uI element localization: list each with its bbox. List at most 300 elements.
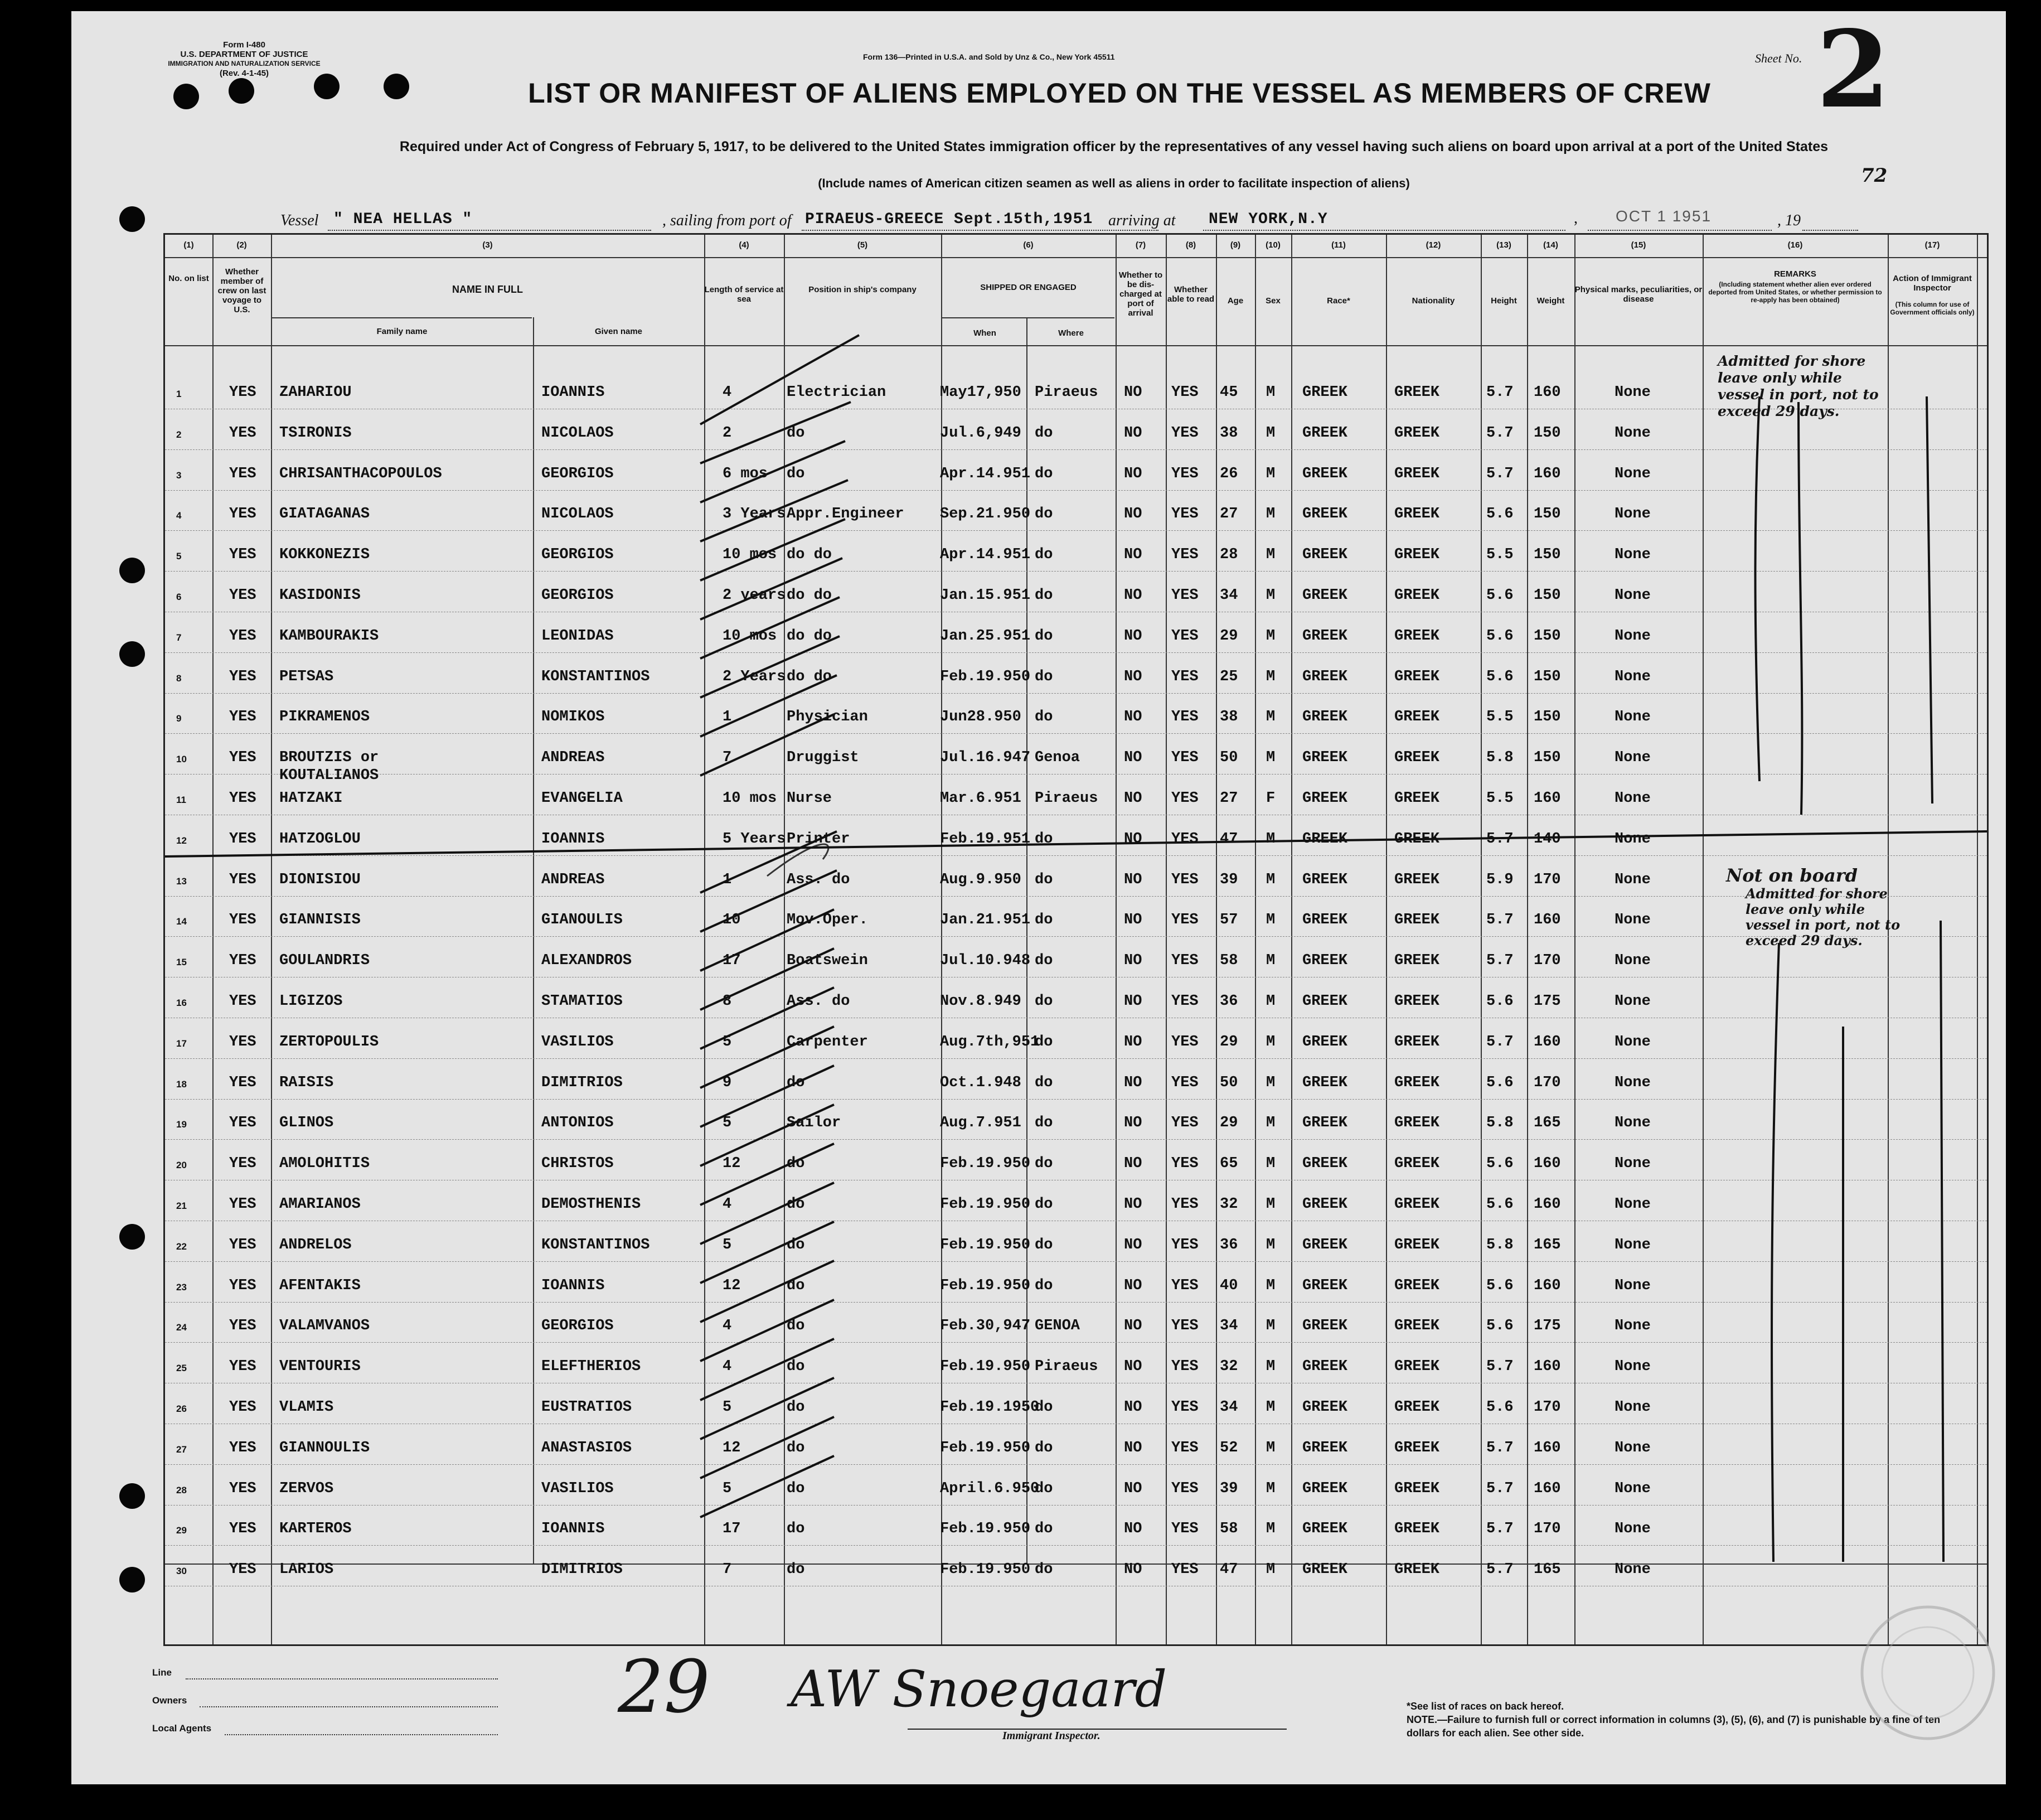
able-to-read-cell: YES <box>1171 952 1199 970</box>
last-voyage-cell: YES <box>229 1277 256 1294</box>
height-cell: 5.6 <box>1486 587 1514 604</box>
position-cell: do <box>787 465 805 482</box>
height-cell: 5.8 <box>1486 1115 1514 1132</box>
position-cell: Sailor <box>787 1115 841 1132</box>
age-cell: 36 <box>1220 993 1238 1010</box>
position-cell: Printer <box>787 830 850 848</box>
race-cell: GREEK <box>1302 1439 1348 1456</box>
age-cell: 34 <box>1220 587 1238 604</box>
last-voyage-cell: YES <box>229 790 256 807</box>
col-subheading: When <box>973 328 996 338</box>
physical-marks-cell: None <box>1615 830 1651 848</box>
last-voyage-cell: YES <box>229 1115 256 1132</box>
service-length-cell: 10 <box>723 912 741 929</box>
discharged-cell: NO <box>1124 1033 1142 1051</box>
row-number: 4 <box>176 510 182 521</box>
sex-cell: M <box>1266 952 1276 970</box>
position-cell: Carpenter <box>787 1033 868 1051</box>
discharged-cell: NO <box>1124 993 1142 1010</box>
penalty-note: NOTE.—Failure to furnish full or correct information in columns (3), (5), (6), and (7) is punishable by a fine of ten dollars for each alien. See other side. <box>1407 1714 1941 1739</box>
last-voyage-cell: YES <box>229 506 256 523</box>
row-number: 20 <box>176 1160 187 1171</box>
able-to-read-cell: YES <box>1171 1358 1199 1376</box>
service-length-cell: 10 mos <box>723 627 777 645</box>
family-name-cell: LIGIZOS <box>279 993 343 1010</box>
position-cell: Boatswein <box>787 952 868 970</box>
col-num: (7) <box>1135 240 1146 250</box>
col-num: (6) <box>1023 240 1034 250</box>
line-label: Line <box>152 1667 172 1678</box>
last-voyage-cell: YES <box>229 912 256 929</box>
col-num: (8) <box>1185 240 1196 250</box>
able-to-read-cell: YES <box>1171 912 1199 929</box>
discharged-cell: NO <box>1124 1074 1142 1091</box>
engaged-where-cell: do <box>1035 1033 1053 1051</box>
age-cell: 38 <box>1220 424 1238 442</box>
nationality-cell: GREEK <box>1394 668 1440 685</box>
race-cell: GREEK <box>1302 993 1348 1010</box>
age-cell: 45 <box>1220 384 1238 401</box>
family-name-cell: HATZAKI <box>279 790 343 807</box>
row-number: 9 <box>176 713 182 724</box>
discharged-cell: NO <box>1124 709 1142 726</box>
service-length-cell: 5 <box>723 1480 732 1497</box>
position-cell: do <box>787 1236 805 1253</box>
weight-cell: 170 <box>1534 1399 1561 1416</box>
position-cell: Nurse <box>787 790 832 807</box>
last-voyage-cell: YES <box>229 668 256 685</box>
engaged-when-cell: Apr.14.951 <box>940 465 1031 482</box>
weight-cell: 160 <box>1534 465 1561 482</box>
sex-cell: M <box>1266 1521 1276 1538</box>
last-voyage-cell: YES <box>229 384 256 401</box>
sex-cell: M <box>1266 1277 1276 1294</box>
sex-cell: M <box>1266 627 1276 645</box>
nationality-cell: GREEK <box>1394 1033 1440 1051</box>
age-cell: 27 <box>1220 790 1238 807</box>
engaged-where-cell: Piraeus <box>1035 1358 1098 1376</box>
engaged-when-cell: Feb.19.950 <box>940 1561 1031 1579</box>
col-num: (10) <box>1266 240 1281 250</box>
age-cell: 57 <box>1220 912 1238 929</box>
family-name-cell: AFENTAKIS <box>279 1277 361 1294</box>
family-name-cell: HATZOGLOU <box>279 830 361 848</box>
col-num: (2) <box>236 240 247 250</box>
family-name-cell: GIANNOULIS <box>279 1439 370 1456</box>
physical-marks-cell: None <box>1615 1399 1651 1416</box>
inspector-signature: AW Snoegaard <box>791 1660 1167 1719</box>
able-to-read-cell: YES <box>1171 1561 1199 1579</box>
row-number: 12 <box>176 835 187 846</box>
family-name-cell: ZERTOPOULIS <box>279 1033 379 1051</box>
discharged-cell: NO <box>1124 384 1142 401</box>
col-num: (5) <box>857 240 868 250</box>
age-cell: 32 <box>1220 1358 1238 1376</box>
discharged-cell: NO <box>1124 1318 1142 1335</box>
nationality-cell: GREEK <box>1394 709 1440 726</box>
nationality-cell: GREEK <box>1394 1318 1440 1335</box>
row-number: 27 <box>176 1444 187 1455</box>
able-to-read-cell: YES <box>1171 668 1199 685</box>
row-number: 17 <box>176 1038 187 1049</box>
row-number: 8 <box>176 672 182 684</box>
position-cell: do <box>787 1074 805 1091</box>
age-cell: 25 <box>1220 668 1238 685</box>
family-name-cell: ZERVOS <box>279 1480 334 1497</box>
sheet-number: 2 <box>1816 7 1890 132</box>
race-cell: GREEK <box>1302 830 1348 848</box>
row-number: 24 <box>176 1322 187 1333</box>
nationality-cell: GREEK <box>1394 912 1440 929</box>
able-to-read-cell: YES <box>1171 627 1199 645</box>
punch-hole <box>173 84 199 109</box>
engaged-where-cell: do <box>1035 465 1053 482</box>
service-length-cell: 4 <box>723 1358 732 1376</box>
col-heading: Height <box>1491 296 1517 306</box>
sailing-port: PIRAEUS-GREECE Sept.15th,1951 <box>805 211 1093 228</box>
race-note: *See list of races on back hereof. <box>1407 1701 1564 1712</box>
height-cell: 5.7 <box>1486 1480 1514 1497</box>
position-cell: do <box>787 1277 805 1294</box>
service-length-cell: 7 <box>723 749 732 767</box>
height-cell: 5.7 <box>1486 1358 1514 1376</box>
row-number: 2 <box>176 429 182 440</box>
family-name-cell: VENTOURIS <box>279 1358 361 1376</box>
sex-cell: F <box>1266 790 1276 807</box>
col-num: (1) <box>183 240 194 250</box>
nationality-cell: GREEK <box>1394 1439 1440 1456</box>
physical-marks-cell: None <box>1615 1358 1651 1376</box>
height-cell: 5.9 <box>1486 871 1514 888</box>
nationality-cell: GREEK <box>1394 1521 1440 1538</box>
able-to-read-cell: YES <box>1171 871 1199 888</box>
physical-marks-cell: None <box>1615 749 1651 767</box>
weight-cell: 150 <box>1534 424 1561 442</box>
last-voyage-cell: YES <box>229 1480 256 1497</box>
given-name-cell: ANDREAS <box>541 871 605 888</box>
weight-cell: 165 <box>1534 1236 1561 1253</box>
engaged-when-cell: Oct.1.948 <box>940 1074 1021 1091</box>
position-cell: do <box>787 1480 805 1497</box>
last-voyage-cell: YES <box>229 424 256 442</box>
vessel-label: Vessel <box>280 212 319 229</box>
nationality-cell: GREEK <box>1394 1074 1440 1091</box>
discharged-cell: NO <box>1124 587 1142 604</box>
nationality-cell: GREEK <box>1394 871 1440 888</box>
last-voyage-cell: YES <box>229 871 256 888</box>
sex-cell: M <box>1266 384 1276 401</box>
row-number: 16 <box>176 998 187 1008</box>
col-heading: Whether to be dis-charged at port of arrival <box>1118 270 1163 318</box>
discharged-cell: NO <box>1124 871 1142 888</box>
engaged-where-cell: Piraeus <box>1035 790 1098 807</box>
col-heading: Race* <box>1327 296 1350 306</box>
given-name-cell: ALEXANDROS <box>541 952 632 970</box>
engaged-when-cell: Jan.15.951 <box>940 587 1031 604</box>
race-cell: GREEK <box>1302 912 1348 929</box>
service-length-cell: 9 <box>723 1074 732 1091</box>
weight-cell: 170 <box>1534 952 1561 970</box>
col-heading: Age <box>1227 296 1244 306</box>
physical-marks-cell: None <box>1615 952 1651 970</box>
year-prefix: , 19 <box>1777 212 1801 229</box>
last-voyage-cell: YES <box>229 546 256 564</box>
family-name-cell: RAISIS <box>279 1074 334 1091</box>
engaged-where-cell: do <box>1035 1561 1053 1579</box>
engaged-where-cell: do <box>1035 830 1053 848</box>
age-cell: 39 <box>1220 1480 1238 1497</box>
physical-marks-cell: None <box>1615 668 1651 685</box>
discharged-cell: NO <box>1124 952 1142 970</box>
given-name-cell: IOANNIS <box>541 830 605 848</box>
nationality-cell: GREEK <box>1394 1155 1440 1173</box>
sex-cell: M <box>1266 1196 1276 1213</box>
family-name-cell: CHRISANTHACOPOULOS <box>279 465 442 482</box>
col-heading: Nationality <box>1412 296 1455 306</box>
height-cell: 5.6 <box>1486 506 1514 523</box>
race-cell: GREEK <box>1302 1155 1348 1173</box>
remark-shore-leave: Admitted for shore leave only while vessel in port, not to exceed 29 days. <box>1746 885 1901 948</box>
nationality-cell: GREEK <box>1394 790 1440 807</box>
last-voyage-cell: YES <box>229 1439 256 1456</box>
nationality-cell: GREEK <box>1394 1196 1440 1213</box>
weight-cell: 170 <box>1534 871 1561 888</box>
service-length-cell: 7 <box>723 1561 732 1579</box>
punch-hole <box>119 1224 145 1250</box>
row-number: 21 <box>176 1201 187 1211</box>
row-number: 29 <box>176 1525 187 1536</box>
row-number: 15 <box>176 957 187 968</box>
race-cell: GREEK <box>1302 790 1348 807</box>
col-num: (11) <box>1331 240 1346 250</box>
row-number: 11 <box>176 795 186 805</box>
given-name-cell: VASILIOS <box>541 1033 614 1051</box>
physical-marks-cell: None <box>1615 912 1651 929</box>
nationality-cell: GREEK <box>1394 627 1440 645</box>
able-to-read-cell: YES <box>1171 465 1199 482</box>
age-cell: 26 <box>1220 465 1238 482</box>
height-cell: 5.6 <box>1486 1318 1514 1335</box>
discharged-cell: NO <box>1124 1115 1142 1132</box>
service-length-cell: 3 Years <box>723 506 786 523</box>
nationality-cell: GREEK <box>1394 506 1440 523</box>
sex-cell: M <box>1266 424 1276 442</box>
col-num: (4) <box>739 240 749 250</box>
given-name-cell: VASILIOS <box>541 1480 614 1497</box>
sex-cell: M <box>1266 1155 1276 1173</box>
engaged-when-cell: Jul.10.948 <box>940 952 1031 970</box>
able-to-read-cell: YES <box>1171 1277 1199 1294</box>
service-length-cell: 1 <box>723 709 732 726</box>
engaged-where-cell: do <box>1035 912 1053 929</box>
weight-cell: 150 <box>1534 627 1561 645</box>
physical-marks-cell: None <box>1615 1439 1651 1456</box>
discharged-cell: NO <box>1124 749 1142 767</box>
height-cell: 5.6 <box>1486 1074 1514 1091</box>
discharged-cell: NO <box>1124 790 1142 807</box>
engaged-when-cell: Apr.14.951 <box>940 546 1031 564</box>
family-name-cell: DIONISIOU <box>279 871 361 888</box>
able-to-read-cell: YES <box>1171 1196 1199 1213</box>
engaged-where-cell: do <box>1035 1521 1053 1538</box>
race-cell: GREEK <box>1302 952 1348 970</box>
engaged-where-cell: do <box>1035 871 1053 888</box>
punch-hole <box>119 558 145 583</box>
position-cell: do <box>787 1399 805 1416</box>
official-seal <box>1855 1600 2000 1745</box>
age-cell: 47 <box>1220 830 1238 848</box>
engaged-where-cell: do <box>1035 1439 1053 1456</box>
col-heading: Weight <box>1536 296 1565 306</box>
sheet-no-label: Sheet No. <box>1755 51 1802 65</box>
family-name-cell: KOKKONEZIS <box>279 546 370 564</box>
col-subheading: Where <box>1058 328 1084 338</box>
engaged-when-cell: Nov.8.949 <box>940 993 1021 1010</box>
sex-cell: M <box>1266 1358 1276 1376</box>
physical-marks-cell: None <box>1615 546 1651 564</box>
able-to-read-cell: YES <box>1171 1521 1199 1538</box>
physical-marks-cell: None <box>1615 790 1651 807</box>
sex-cell: M <box>1266 1115 1276 1132</box>
able-to-read-cell: YES <box>1171 1399 1199 1416</box>
physical-marks-cell: None <box>1615 1033 1651 1051</box>
last-voyage-cell: YES <box>229 709 256 726</box>
col-heading-note: (Including statement whether alien ever ordered deported from United States, or whether permission to re-apply has been obtained) <box>1708 280 1882 304</box>
discharged-cell: NO <box>1124 1236 1142 1253</box>
race-cell: GREEK <box>1302 709 1348 726</box>
engaged-where-cell: do <box>1035 1115 1053 1132</box>
family-name-cell: KAMBOURAKIS <box>279 627 379 645</box>
engaged-where-cell: Genoa <box>1035 749 1080 767</box>
age-cell: 34 <box>1220 1318 1238 1335</box>
family-name-cell: GIATAGANAS <box>279 506 370 523</box>
able-to-read-cell: YES <box>1171 749 1199 767</box>
given-name-cell: GIANOULIS <box>541 912 623 929</box>
weight-cell: 160 <box>1534 1033 1561 1051</box>
given-name-cell: GEORGIOS <box>541 587 614 604</box>
weight-cell: 170 <box>1534 1521 1561 1538</box>
sailing-label: , sailing from port of <box>662 212 792 229</box>
engaged-where-cell: do <box>1035 1155 1053 1173</box>
race-cell: GREEK <box>1302 1196 1348 1213</box>
last-voyage-cell: YES <box>229 1561 256 1579</box>
height-cell: 5.6 <box>1486 1399 1514 1416</box>
position-cell: do do <box>787 587 832 604</box>
family-name-cell: GLINOS <box>279 1115 334 1132</box>
race-cell: GREEK <box>1302 1561 1348 1579</box>
subtitle: Required under Act of Congress of February 5, 1917, to be delivered to the United States immigration officer by the representatives of any vessel having such aliens on board upon arrival at a port of the United States <box>399 139 1829 154</box>
service-length-cell: 5 Years <box>723 830 786 848</box>
given-name-cell: GEORGIOS <box>541 1318 614 1335</box>
engaged-where-cell: do <box>1035 709 1053 726</box>
last-voyage-cell: YES <box>229 1318 256 1335</box>
discharged-cell: NO <box>1124 1196 1142 1213</box>
row-number: 25 <box>176 1363 187 1374</box>
physical-marks-cell: None <box>1615 1480 1651 1497</box>
physical-marks-cell: None <box>1615 1277 1651 1294</box>
weight-cell: 160 <box>1534 912 1561 929</box>
service-length-cell: 1 <box>723 871 732 888</box>
engaged-when-cell: April.6.950 <box>940 1480 1040 1497</box>
printer-line: Form 136—Printed in U.S.A. and Sold by Unz & Co., New York 45511 <box>863 52 1115 61</box>
age-cell: 50 <box>1220 749 1238 767</box>
weight-cell: 160 <box>1534 1155 1561 1173</box>
punch-hole <box>119 641 145 667</box>
race-cell: GREEK <box>1302 1480 1348 1497</box>
physical-marks-cell: None <box>1615 506 1651 523</box>
weight-cell: 150 <box>1534 668 1561 685</box>
service-length-cell: 4 <box>723 1318 732 1335</box>
last-voyage-cell: YES <box>229 952 256 970</box>
row-number: 6 <box>176 592 182 602</box>
weight-cell: 160 <box>1534 384 1561 401</box>
height-cell: 5.8 <box>1486 749 1514 767</box>
sex-cell: M <box>1266 546 1276 564</box>
given-name-cell: STAMATIOS <box>541 993 623 1010</box>
nationality-cell: GREEK <box>1394 424 1440 442</box>
age-cell: 28 <box>1220 546 1238 564</box>
last-voyage-cell: YES <box>229 1033 256 1051</box>
given-name-cell: GEORGIOS <box>541 465 614 482</box>
engaged-when-cell: Feb.19.950 <box>940 1358 1031 1376</box>
age-cell: 47 <box>1220 1561 1238 1579</box>
discharged-cell: NO <box>1124 1561 1142 1579</box>
weight-cell: 160 <box>1534 790 1561 807</box>
engaged-when-cell: Feb.30,947 <box>940 1318 1031 1335</box>
given-name-cell: IOANNIS <box>541 1521 605 1538</box>
nationality-cell: GREEK <box>1394 993 1440 1010</box>
service-length-cell: 12 <box>723 1439 741 1456</box>
able-to-read-cell: YES <box>1171 1318 1199 1335</box>
weight-cell: 150 <box>1534 709 1561 726</box>
able-to-read-cell: YES <box>1171 709 1199 726</box>
weight-cell: 165 <box>1534 1115 1561 1132</box>
age-cell: 52 <box>1220 1439 1238 1456</box>
position-cell: do <box>787 424 805 442</box>
last-voyage-cell: YES <box>229 1399 256 1416</box>
sex-cell: M <box>1266 668 1276 685</box>
row-number: 28 <box>176 1484 187 1495</box>
last-voyage-cell: YES <box>229 587 256 604</box>
row-number: 19 <box>176 1119 187 1130</box>
family-name-cell: KASIDONIS <box>279 587 361 604</box>
race-cell: GREEK <box>1302 506 1348 523</box>
given-name-cell: IOANNIS <box>541 384 605 401</box>
col-heading: Sex <box>1266 296 1281 306</box>
row-number: 23 <box>176 1281 187 1293</box>
row-number: 18 <box>176 1078 187 1090</box>
height-cell: 5.8 <box>1486 1236 1514 1253</box>
race-cell: GREEK <box>1302 587 1348 604</box>
able-to-read-cell: YES <box>1171 384 1199 401</box>
col-num: (9) <box>1230 240 1241 250</box>
engaged-when-cell: Aug.9.950 <box>940 871 1021 888</box>
discharged-cell: NO <box>1124 1521 1142 1538</box>
height-cell: 5.6 <box>1486 1196 1514 1213</box>
discharged-cell: NO <box>1124 465 1142 482</box>
race-cell: GREEK <box>1302 1318 1348 1335</box>
height-cell: 5.5 <box>1486 546 1514 564</box>
nationality-cell: GREEK <box>1394 1277 1440 1294</box>
punch-hole <box>384 74 409 99</box>
sex-cell: M <box>1266 506 1276 523</box>
physical-marks-cell: None <box>1615 1561 1651 1579</box>
engaged-when-cell: Feb.19.950 <box>940 1236 1031 1253</box>
given-name-cell: EUSTRATIOS <box>541 1399 632 1416</box>
page-number-handwritten: 72 <box>1861 164 1888 187</box>
race-cell: GREEK <box>1302 384 1348 401</box>
engaged-where-cell: do <box>1035 952 1053 970</box>
